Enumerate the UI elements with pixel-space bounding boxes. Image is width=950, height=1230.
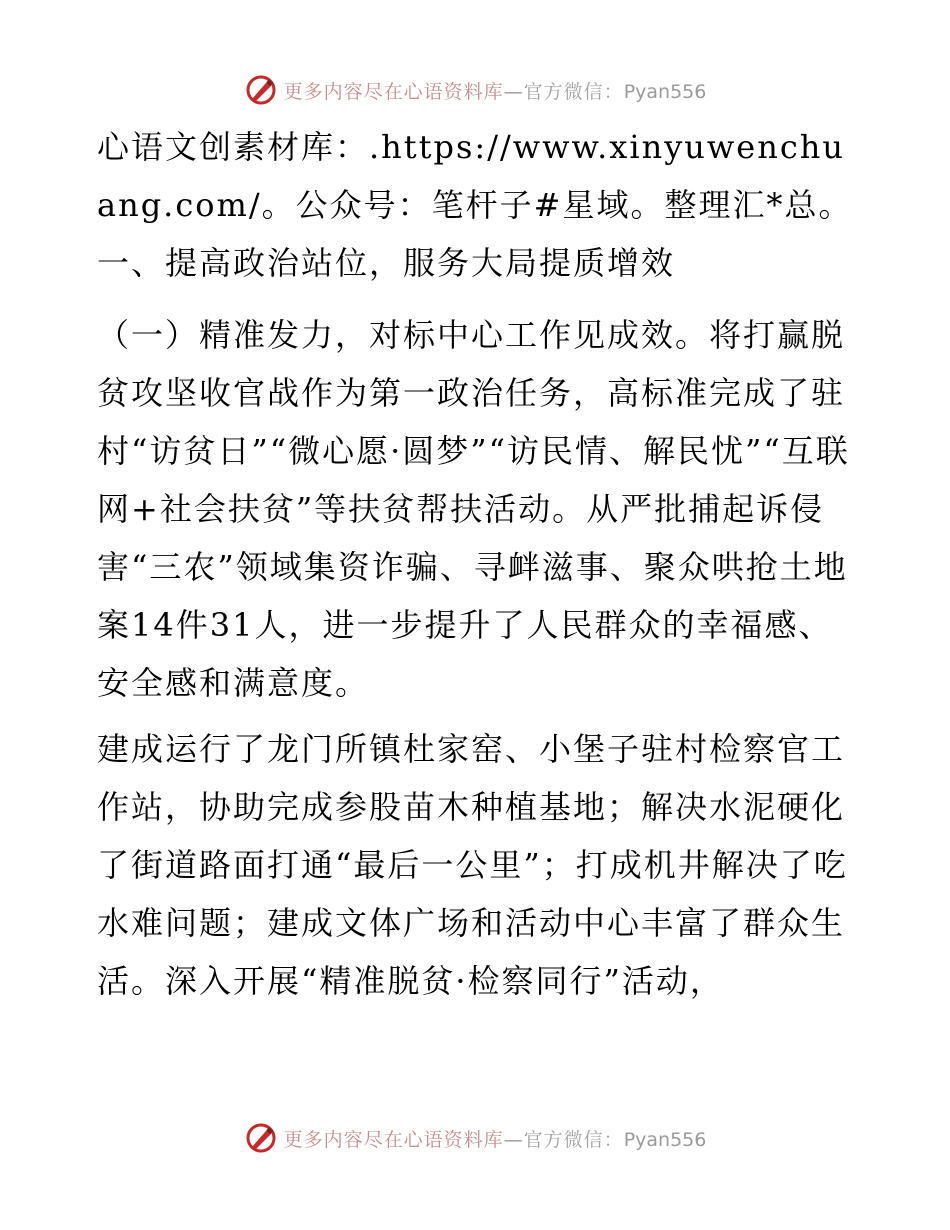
banner-text [284, 77, 707, 104]
document-body [97, 118, 857, 1018]
paragraph-2: （一）精准发力，对标中心工作见成效。将打赢脱贫攻坚收官战作为第一政治任务，高标准完成了驻村“访贫日”“微心愿·圆梦”“访民情、解民忧”“互联网+社会扶贫”等扶贫帮扶活动。从严批捕起诉侵害“三农”领域集资诈骗、寻衅滋事、聚众哄抢土地案14件31人，进一步提升了人民群众的幸福感、安全感和满意度。 [97, 316, 850, 702]
paragraph-3: 建成运行了龙门所镇杜家窑、小堡子驻村检察官工作站，协助完成参股苗木种植基地；解决水泥硬化了街道路面打通“最后一公里”；打成机井解决了吃水难问题；建成文体广场和活动中心丰富了群众生活。深入开展“精准脱贫·检察同行”活动， [97, 730, 848, 1000]
banner-main-text: 更多内容尽在心语资料库 [283, 1128, 504, 1151]
banner-text [284, 1125, 707, 1152]
banner-separator: — [503, 1128, 524, 1151]
paragraph-1: 心语文创素材库：.https://www.xinyuwenchuang.com/。公众号：笔杆子#星域。整理汇*总。一、提高政治站位，服务大局提质增效 [97, 128, 853, 282]
banner-main-text: 更多内容尽在心语资料库 [283, 80, 504, 103]
header-banner [0, 70, 950, 110]
banner-wechat-label: 官方微信： [523, 80, 624, 103]
pen-circle-logo-icon [244, 73, 278, 107]
banner-wechat-id: Pyan556 [623, 80, 707, 103]
pen-circle-logo-icon [244, 1121, 278, 1155]
banner-wechat-label: 官方微信： [523, 1128, 624, 1151]
banner-separator: — [503, 80, 524, 103]
footer-banner [0, 1118, 950, 1158]
banner-wechat-id: Pyan556 [623, 1128, 707, 1151]
